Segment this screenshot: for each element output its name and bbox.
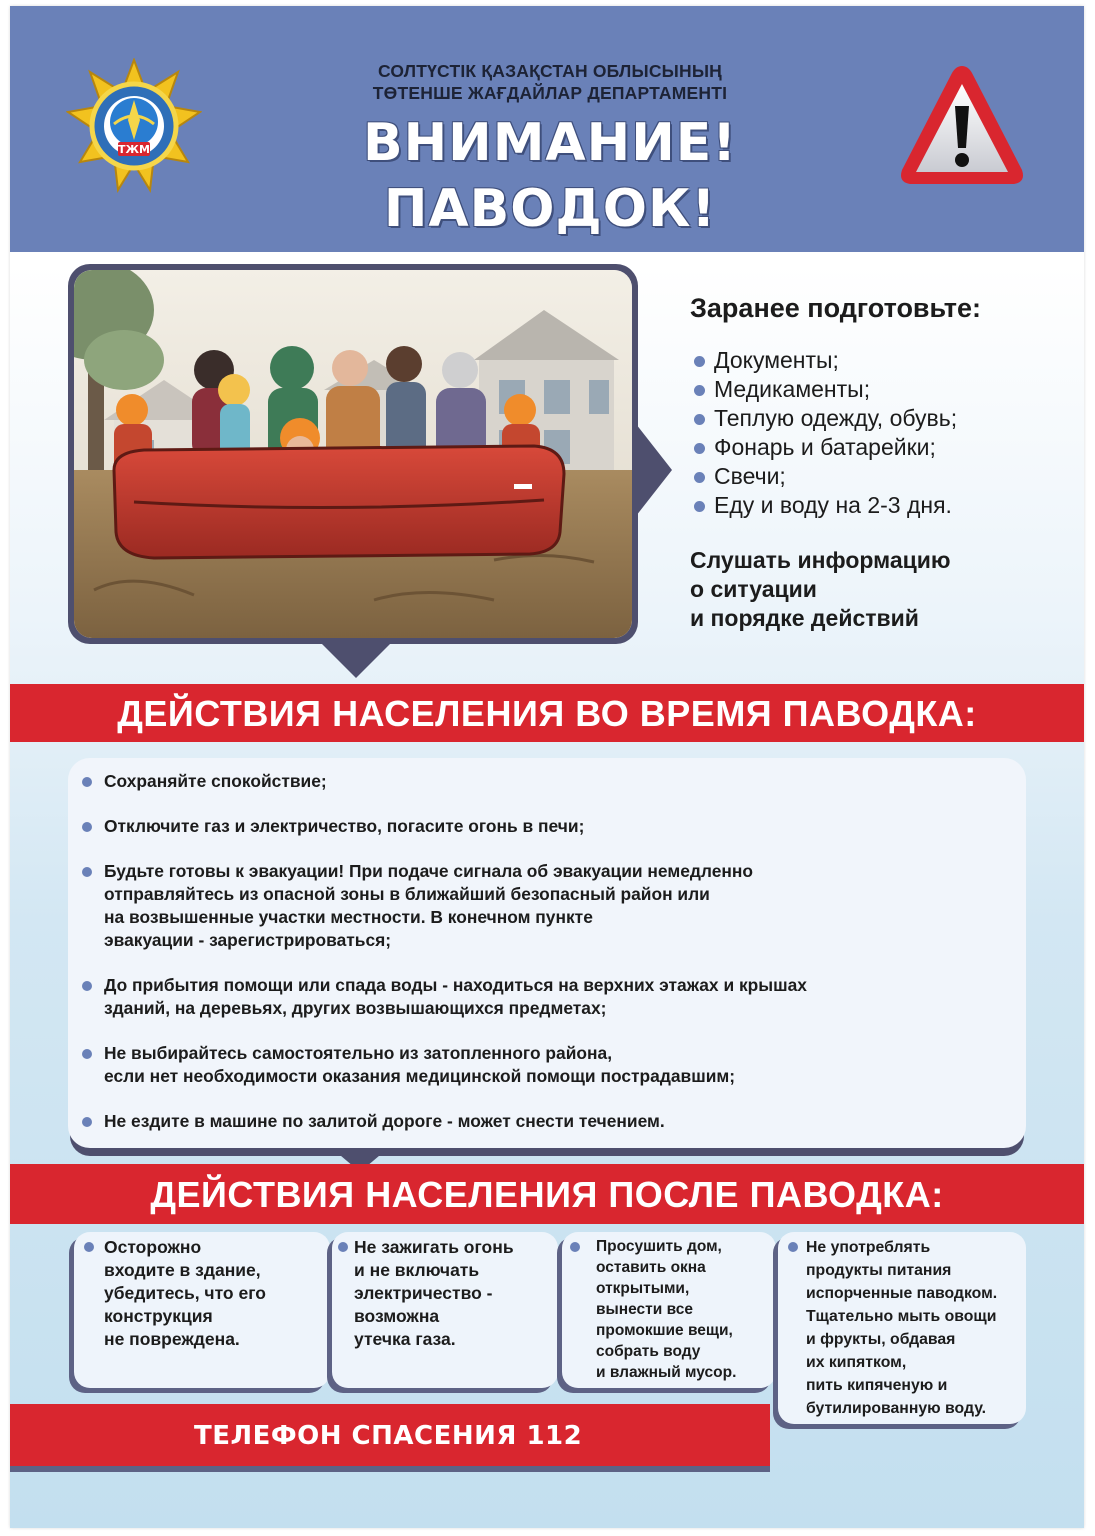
list-item: Не ездите в машине по залитой дороге - может снести течением.	[82, 1110, 1002, 1133]
bullet-dot-icon	[694, 472, 705, 483]
list-item: До прибытия помощи или спада воды - находиться на верхних этажах и крышах зданий, на деревьях, других возвышающихся предметах;	[82, 974, 1002, 1020]
illustration-pointer-down	[320, 642, 392, 678]
bullet-dot-icon	[694, 443, 705, 454]
bullet-dot-icon	[82, 822, 92, 832]
flood-rescue-illustration	[74, 270, 632, 638]
bullet-dot-icon	[570, 1242, 580, 1252]
list-item: Сохраняйте спокойствие;	[82, 770, 1002, 793]
list-item: Фонарь и батарейки;	[694, 433, 957, 462]
list-item: Свечи;	[694, 462, 957, 491]
list-item: Медикаменты;	[694, 375, 957, 404]
list-item: Будьте готовы к эвакуации! При подаче сигнала об эвакуации немедленно отправляйтесь из опасной зоны в ближайший безопасный район или на возвышенные участки местности. В конечном пункте эвакуации - зарегистрироваться;	[82, 860, 1002, 952]
after-tip-box-3	[562, 1232, 776, 1388]
bullet-dot-icon	[82, 867, 92, 877]
after-tip-text: Не зажигать огонь и не включать электричество - возможна утечка газа.	[354, 1237, 514, 1349]
rescue-boat-image	[74, 270, 632, 638]
illustration-pointer-right	[636, 424, 672, 516]
bullet-dot-icon	[84, 1242, 94, 1252]
bullet-dot-icon	[694, 414, 705, 425]
list-item: Еду и воду на 2-3 дня.	[694, 491, 957, 520]
bullet-dot-icon	[788, 1242, 798, 1252]
bullet-dot-icon	[82, 981, 92, 991]
rescue-phone-text: ТЕЛЕФОН СПАСЕНИЯ 112	[194, 1421, 583, 1451]
bullet-dot-icon	[338, 1242, 348, 1252]
during-flood-banner: ДЕЙСТВИЯ НАСЕЛЕНИЯ ВО ВРЕМЯ ПАВОДКА:	[10, 684, 1084, 742]
bullet-dot-icon	[82, 1117, 92, 1127]
after-tip-text: Не употреблять продукты питания испорченные паводком. Тщательно мыть овощи и фрукты, обдавая их кипятком, пить кипяченую и бутилированную воду.	[806, 1239, 998, 1417]
list-item: Документы;	[694, 346, 957, 375]
department-line-1: СОЛТҮСТІК ҚАЗАҚСТАН ОБЛЫСЫНЫҢ	[377, 61, 723, 81]
after-tip-box-1	[74, 1232, 330, 1388]
after-tip-text: Просушить дом, оставить окна открытыми, вынести все промокшие вещи, собрать воду и влажный мусор.	[596, 1238, 737, 1381]
warning-triangle-icon	[896, 60, 1028, 190]
list-item: Отключите газ и электричество, погасите огонь в печи;	[82, 815, 1002, 838]
flood-rescue-illustration-frame	[68, 264, 638, 644]
prepare-title: Заранее подготовьте:	[690, 293, 981, 323]
rescue-phone-banner	[10, 1404, 770, 1466]
bullet-dot-icon	[694, 385, 705, 396]
bullet-dot-icon	[82, 777, 92, 787]
list-item: Теплую одежду, обувь;	[694, 404, 957, 433]
emergency-ministry-emblem-icon	[66, 58, 202, 194]
after-flood-banner: ДЕЙСТВИЯ НАСЕЛЕНИЯ ПОСЛЕ ПАВОДКА:	[10, 1164, 1084, 1224]
after-tip-box-2	[332, 1232, 558, 1388]
list-item: Не выбирайтесь самостоятельно из затопленного района, если нет необходимости оказания медицинской помощи пострадавшим;	[82, 1042, 1002, 1088]
headline-attention: ВНИМАНИЕ!	[363, 113, 737, 173]
bullet-dot-icon	[82, 1049, 92, 1059]
emblem-text: ТЖМ	[118, 143, 150, 156]
bullet-dot-icon	[694, 501, 705, 512]
bullet-dot-icon	[694, 356, 705, 367]
listen-info-note: Слушать информацию о ситуации и порядке действий	[690, 547, 951, 631]
headline-flood: ПАВОДОК!	[383, 179, 717, 239]
flood-poster	[10, 6, 1084, 1528]
after-tip-text: Осторожно входите в здание, убедитесь, что его конструкция не повреждена.	[104, 1237, 266, 1349]
after-tip-box-4	[778, 1232, 1026, 1424]
during-flood-list	[82, 770, 1002, 1133]
prepare-list	[694, 346, 957, 520]
poster-header	[10, 6, 1084, 252]
department-line-2: ТӨТЕНШЕ ЖАҒДАЙЛАР ДЕПАРТАМЕНТІ	[372, 83, 728, 103]
